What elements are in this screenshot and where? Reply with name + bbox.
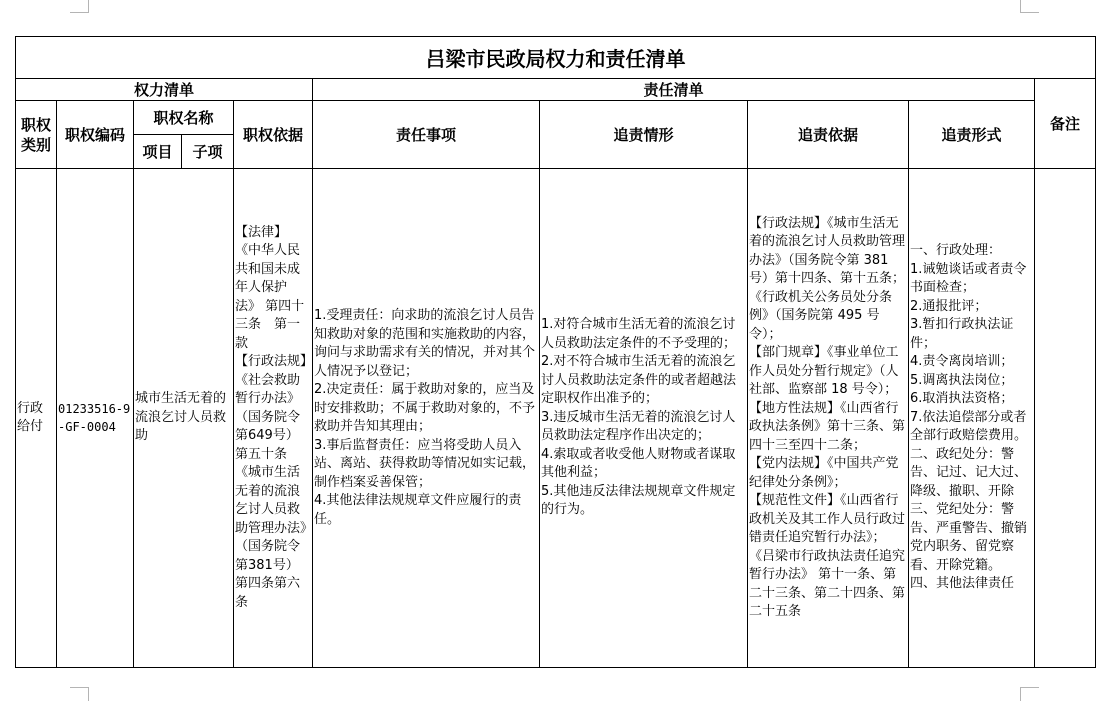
cell-remarks: [1035, 169, 1096, 668]
acc-basis-line: 【部门规章】《事业单位工作人员处分暂行规定》（人社部、监察部 18 号令）；: [749, 345, 899, 397]
header-duties: 责任事项: [313, 101, 540, 169]
form-line: 2.通报批评；: [910, 298, 988, 314]
header-accountability-basis: 追责依据: [748, 101, 909, 169]
header-power-list: 权力清单: [16, 79, 313, 101]
form-line: 3.暂扣行政执法证件；: [910, 317, 1014, 351]
power-responsibility-table: [15, 36, 1096, 668]
header-basis: 职权依据: [234, 101, 313, 169]
form-line: 5.调离执法岗位；: [910, 372, 1014, 388]
form-line: 1.诫勉谈话或者责令书面检查；: [910, 261, 1027, 296]
form-line: 二、政纪处分：警告、记过、记大过、降级、撤职、开除: [910, 446, 1028, 499]
acc-basis-line: 《行政机关公务员处分条例》（国务院第 495 号令）；: [749, 289, 893, 342]
form-line: 6.取消执法资格；: [910, 391, 1014, 407]
basis-line: 《中华人民共和国未成年人保护法》 第四十三条 第一款: [235, 243, 305, 351]
cell-duties: [313, 169, 540, 668]
cell-basis: [234, 169, 313, 668]
header-accountability-cases: 追责情形: [540, 101, 748, 169]
duty-line: 1.受理责任：向求助的流浪乞讨人员告知救助对象的范围和实施救助的内容，询问与求助需求有关的情况，并对其个人情况予以登记；: [314, 308, 536, 379]
form-line: 一、行政处理：: [910, 243, 1002, 259]
case-line: 3.违反城市生活无着的流浪乞讨人员救助法定程序作出决定的；: [541, 409, 736, 444]
page-corner-mark: [1020, 687, 1039, 701]
basis-line: 【行政法规】《社会救助暂行办法》（国务院令第649号）第五十条: [235, 354, 307, 462]
cell-accountability-cases: [540, 169, 748, 668]
acc-basis-line: 【地方性法规】《山西省行政执法条例》第十三条、第四十三至四十二条；: [749, 400, 906, 453]
case-line: 1.对符合城市生活无着的流浪乞讨人员救助法定条件的不予受理的；: [541, 317, 737, 351]
cell-item: 城市生活无着的流浪乞讨人员救助: [134, 169, 234, 668]
duty-line: 4.其他法律法规规章文件应履行的责任。: [314, 493, 522, 527]
cell-category: 行政给付: [16, 169, 57, 668]
acc-basis-line: 【党内法规】《中国共产党纪律处分条例》；: [749, 456, 899, 490]
page-corner-mark: [70, 687, 89, 701]
header-responsibility-list: 责任清单: [313, 79, 1035, 101]
cell-accountability-basis: [748, 169, 909, 668]
header-category: 职权类别: [16, 101, 57, 169]
acc-basis-line: 【规范性文件】《山西省行政机关及其工作人员行政过错责任追究暂行办法》；: [749, 493, 906, 545]
basis-line: 《城市生活无着的流浪乞讨人员救助管理办法》（国务院令第381号）第四条第六条: [235, 465, 307, 610]
case-line: 4.索取或者收受他人财物或者谋取其他利益；: [541, 446, 736, 481]
cell-code: 01233516-9-GF-0004: [57, 169, 134, 668]
table-title: 吕梁市民政局权力和责任清单: [16, 37, 1096, 79]
cell-accountability-forms: [909, 169, 1035, 668]
header-code: 职权编码: [57, 101, 134, 169]
case-line: 5.其他违反法律法规规章文件规定的行为。: [541, 483, 736, 518]
basis-line: 【法律】: [235, 224, 288, 240]
duty-line: 2.决定责任：属于救助对象的，应当及时安排救助；不属于救助对象的，不予救助并告知其理由；: [314, 382, 536, 434]
acc-basis-line: 【行政法规】《城市生活无着的流浪乞讨人员救助管理办法》（国务院令第 381 号）第十四条、第十五条；: [749, 215, 906, 286]
page-corner-mark: [1020, 0, 1039, 13]
form-line: 三、党纪处分：警告、严重警告、撤销党内职务、留党察看、开除党籍。: [910, 502, 1028, 573]
form-line: 7.依法追偿部分或者全部行政赔偿费用。: [910, 409, 1028, 444]
form-line: 四、其他法律责任: [910, 576, 1015, 592]
case-line: 2.对不符合城市生活无着的流浪乞讨人员救助法定条件的或者超越法定职权作出准予的；: [541, 354, 737, 407]
header-subitem: 子项: [182, 135, 234, 169]
acc-basis-line: 《吕梁市行政执法责任追究暂行办法》 第十一条、第二十三条、第二十四条、第二十五条: [749, 548, 906, 619]
header-remarks: 备注: [1035, 79, 1096, 169]
form-line: 4.责令离岗培训；: [910, 354, 1014, 370]
duty-line: 3.事后监督责任：应当将受助人员入站、离站、获得救助等情况如实记载，制作档案妥善保管；: [314, 437, 536, 490]
header-name: 职权名称: [134, 101, 234, 135]
page-corner-mark: [70, 0, 89, 13]
header-accountability-forms: 追责形式: [909, 101, 1035, 169]
header-item: 项目: [134, 135, 182, 169]
